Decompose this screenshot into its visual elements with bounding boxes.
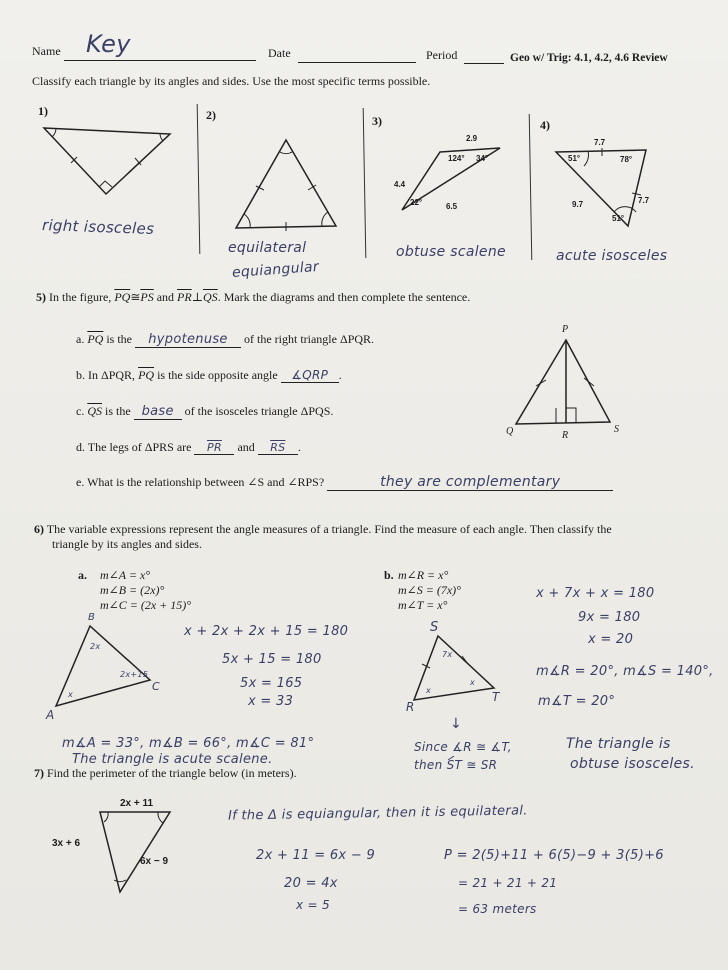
p7-perim-3: = 63 meters [458, 902, 537, 916]
p7-label-right: 6x − 9 [140, 856, 169, 867]
p6a-inner-B: 2x [90, 642, 101, 651]
answer-5b: ∡QRP [281, 368, 339, 383]
answer-5e: they are complementary [327, 474, 613, 491]
p6a-work-4: x = 33 [248, 694, 294, 709]
p6a-work-2: 5x + 15 = 180 [222, 652, 322, 667]
tri4-label-top: 7.7 [594, 138, 606, 147]
problem-5c: c. $\overline{QS}$ is the base of the isosceles triangle ΔPQS. [76, 404, 334, 419]
problem-7-number: 7) [34, 766, 44, 780]
p6a-classify: The triangle is acute scalene. [72, 752, 273, 767]
p5-label-Q: Q [506, 426, 514, 437]
answer-5d-1: $\overline{PR}$ [194, 441, 234, 455]
problem-2-number: 2) [206, 108, 216, 122]
tri3-label-angle2: 34° [476, 154, 489, 163]
problem-1-number: 1) [38, 104, 48, 118]
p5-label-R: R [562, 430, 569, 441]
p6b-work-4: m∡R = 20°, m∡S = 140°, [536, 664, 714, 679]
p7-label-top: 2x + 11 [120, 798, 154, 809]
problem-6b-line2: m∠S = (7x)° [398, 583, 461, 597]
p6b-inner-R: x [426, 686, 432, 695]
p5-label-S: S [614, 424, 619, 435]
p5-label-P: P [562, 324, 569, 335]
p6b-arrow: ↓ [450, 716, 463, 732]
tri4-label-angle2: 78° [620, 155, 633, 164]
name-label: Name [32, 44, 61, 58]
problem-6b-line3: m∠T = x° [398, 598, 448, 612]
answer-5c: base [134, 404, 182, 420]
p6b-work-1: x + 7x + x = 180 [536, 586, 655, 601]
p6a-work-3: 5x = 165 [240, 676, 303, 691]
tri4-label-angle3: 51° [612, 214, 625, 223]
problem-5d: d. The legs of ΔPRS are $\overline{PR}$ and $\overline{RS}$ . [76, 440, 301, 454]
problem-6a-line1: m∠A = x° [100, 568, 151, 582]
problem-6-prompt-line2: triangle by its angles and sides. [52, 537, 202, 551]
p6b-label-T: T [492, 690, 500, 704]
p6b-label-R: R [406, 700, 415, 714]
p6b-work-5: m∡T = 20° [538, 694, 616, 709]
p7-work-3: x = 5 [296, 898, 330, 912]
problem-6b-line1: m∠R = x° [398, 568, 449, 582]
p6a-work-1: x + 2x + 2x + 15 = 180 [184, 624, 349, 639]
problem-5-number: 5) [36, 290, 46, 304]
p6a-label-B: B [88, 612, 96, 623]
p6b-since-2: then ST ≅ SR [414, 758, 498, 772]
problem-5b: b. In ΔPQR, $\overline{PQ}$ is the side opposite angle ∡QRP . [76, 368, 342, 382]
p6b-work-3: x = 20 [588, 632, 634, 647]
answer-1: right isosceles [41, 216, 155, 238]
problem-5-prompt: 5) In the figure, $\overline{PQ}≅\overline{PS}$ and $\overline{PR}\perp\overline{QS}$. Mark the diagrams and then complete the sentence. [36, 290, 471, 304]
tri3-label-angle1: 124° [448, 154, 465, 163]
answer-2: equilateral [228, 240, 307, 256]
tri4-label-right: 7.7 [638, 196, 650, 205]
tri4-label-left: 9.7 [572, 200, 584, 209]
p6a-inner-C: 2x+15 [120, 670, 149, 679]
answer-5d-2: $\overline{RS}$ [258, 441, 298, 455]
p6b-classify-1: The triangle is [566, 736, 671, 752]
problem-3-number: 3) [372, 114, 382, 128]
name-value: Key [86, 30, 131, 58]
problem-6a-line2: m∠B = (2x)° [100, 583, 165, 597]
answer-4: acute isosceles [556, 248, 668, 264]
p6b-label-S: S [430, 620, 439, 635]
p6b-work-2: 9x = 180 [578, 610, 641, 625]
period-label: Period [426, 48, 458, 62]
tri3-label-angle3: 22° [410, 198, 423, 207]
tri3-label-left: 4.4 [394, 180, 406, 189]
p7-perim-1: P = 2(5)+11 + 6(5)−9 + 3(5)+6 [444, 848, 664, 863]
problem-7-prompt: 7) Find the perimeter of the triangle below (in meters). [34, 766, 297, 780]
p6a-result: m∡A = 33°, m∡B = 66°, m∡C = 81° [62, 736, 315, 751]
p7-perim-2: = 21 + 21 + 21 [458, 876, 558, 890]
tri3-label-bottom: 6.5 [446, 202, 458, 211]
p7-work-2: 20 = 4x [284, 876, 338, 891]
date-label: Date [268, 46, 291, 60]
p6a-label-A: A [46, 708, 55, 722]
p6a-inner-A: x [68, 690, 74, 699]
problem-4-number: 4) [540, 118, 550, 132]
instructions: Classify each triangle by its angles and sides. Use the most specific terms possible. [32, 74, 431, 88]
tri4-label-angle1: 51° [568, 154, 581, 163]
tri3-label-top: 2.9 [466, 134, 478, 143]
p6b-inner-S: 7x [442, 650, 453, 659]
problem-6-number: 6) [34, 522, 44, 536]
answer-5a: hypotenuse [135, 332, 241, 348]
p6b-since-1: Since ∡R ≅ ∡T, [414, 740, 512, 754]
problem-6a-label: a. [78, 568, 87, 582]
p7-work-1: 2x + 11 = 6x − 9 [256, 848, 376, 863]
problem-5e: e. What is the relationship between ∠S and ∠RPS? they are complementary [76, 474, 613, 491]
p6b-classify-2: obtuse isosceles. [570, 756, 695, 772]
answer-2b: equiangular [231, 258, 320, 282]
problem-5a: a. $\overline{PQ}$ is the hypotenuse of the right triangle ΔPQR. [76, 332, 375, 347]
course-title: Geo w/ Trig: 4.1, 4.2, 4.6 Review [510, 52, 668, 64]
p7-note: If the Δ is equiangular, then it is equilateral. [227, 803, 528, 824]
problem-6b-label: b. [384, 568, 394, 582]
answer-3: obtuse scalene [396, 244, 506, 260]
problem-6a-line3: m∠C = (2x + 15)° [100, 598, 192, 612]
p6b-inner-T: x [470, 678, 476, 687]
p7-label-left: 3x + 6 [52, 838, 81, 849]
p6a-label-C: C [152, 680, 160, 693]
problem-6-prompt: 6) The variable expressions represent the angle measures of a triangle. Find the measure of each angle. Then classify the [34, 522, 612, 536]
